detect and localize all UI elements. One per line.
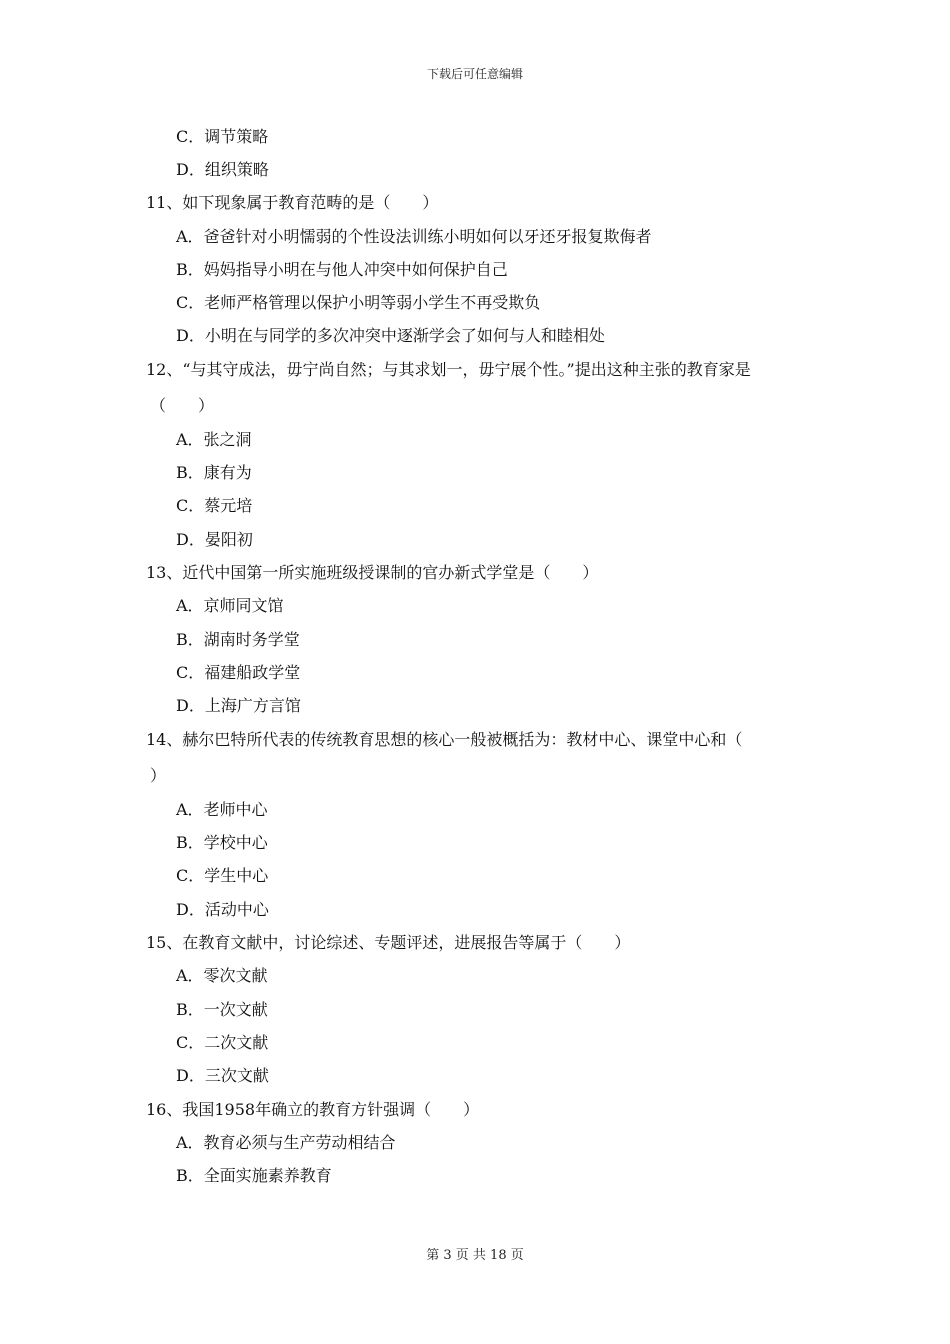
option-a-q12: A．张之洞: [176, 430, 252, 449]
question-12-continued: （ ）: [150, 396, 215, 415]
option-d-q15: D．三次文献: [176, 1066, 269, 1085]
option-a-q16: A．教育必须与生产劳动相结合: [176, 1133, 396, 1152]
option-d-q10: D．组织策略: [176, 160, 269, 179]
option-a-q15: A．零次文献: [176, 966, 268, 985]
option-a-q14: A．老师中心: [176, 800, 268, 819]
option-c-q14: C．学生中心: [176, 866, 269, 885]
option-b-q13: B．湖南时务学堂: [176, 630, 300, 649]
option-d-q14: D．活动中心: [176, 900, 269, 919]
option-d-q11: D．小明在与同学的多次冲突中逐渐学会了如何与人和睦相处: [176, 326, 605, 345]
option-b-q11: B．妈妈指导小明在与他人冲突中如何保护自己: [176, 260, 508, 279]
question-16: 16、我国1958年确立的教育方针强调（ ）: [146, 1100, 480, 1119]
option-b-q15: B．一次文献: [176, 1000, 268, 1019]
question-14: 14、赫尔巴特所代表的传统教育思想的核心一般被概括为：教材中心、课堂中心和（: [146, 730, 743, 749]
option-d-q13: D．上海广方言馆: [176, 696, 301, 715]
option-c-q11: C．老师严格管理以保护小明等弱小学生不再受欺负: [176, 293, 541, 312]
question-13: 13、近代中国第一所实施班级授课制的官办新式学堂是（ ）: [146, 563, 599, 582]
question-14-continued: ）: [150, 766, 167, 785]
option-b-q16: B．全面实施素养教育: [176, 1166, 332, 1185]
option-c-q15: C．二次文献: [176, 1033, 269, 1052]
option-a-q11: A．爸爸针对小明懦弱的个性设法训练小明如何以牙还牙报复欺侮者: [176, 227, 652, 246]
option-a-q13: A．京师同文馆: [176, 596, 284, 615]
question-15: 15、在教育文献中，讨论综述、专题评述，进展报告等属于（ ）: [146, 933, 631, 952]
option-b-q14: B．学校中心: [176, 833, 268, 852]
page-footer: 第 3 页 共 18 页: [426, 1248, 524, 1263]
option-c-q13: C．福建船政学堂: [176, 663, 301, 682]
option-d-q12: D．晏阳初: [176, 530, 253, 549]
option-b-q12: B．康有为: [176, 463, 252, 482]
option-c-q10: C．调节策略: [176, 127, 269, 146]
question-12: 12、“与其守成法，毋宁尚自然；与其求划一，毋宁展个性。”提出这种主张的教育家是: [146, 360, 751, 379]
option-c-q12: C．蔡元培: [176, 496, 253, 515]
page-header: 下载后可任意编辑: [426, 67, 523, 81]
question-11: 11、如下现象属于教育范畴的是（ ）: [146, 193, 439, 212]
